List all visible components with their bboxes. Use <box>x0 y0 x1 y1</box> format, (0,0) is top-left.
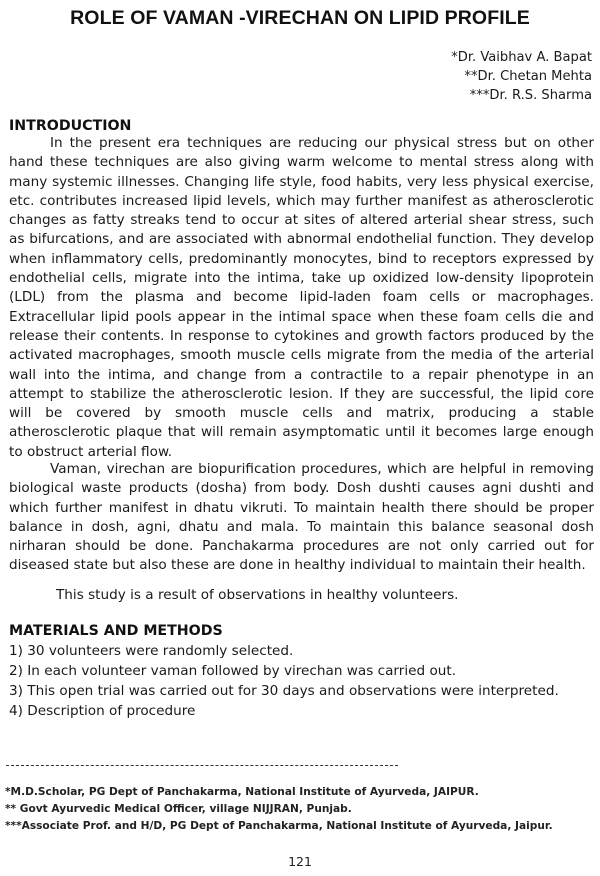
footnote-1: *M.D.Scholar, PG Dept of Panchakarma, National Institute of Ayurveda, JAIPUR. <box>5 786 479 798</box>
footnote-divider <box>6 765 398 766</box>
footnote-3: ***Associate Prof. and H/D, PG Dept of Panchakarma, National Institute of Ayurveda, Jaipur. <box>5 820 553 832</box>
introduction-paragraph-1: In the present era techniques are reducing our physical stress but on other hand these techniques are also giving warm welcome to mental stress along with many systemic illnesses. Changing life style, food habits, very less physical exercise, etc. contributes increased lipid levels, which may further manifest as atherosclerotic changes as fatty streaks tend to occur at sites of altered arterial shear stress, such as bifurcations, and are associated with abnormal endothelial function. They develop when inflammatory cells, predominantly monocytes, bind to receptors expressed by endothelial cells, migrate into the intima, take up oxidized low-density lipoprotein (LDL) from the plasma and become lipid-laden foam cells or macrophages. Extracellular lipid pools appear in the intimal space when these foam cells die and release their contents. In response to cytokines and growth factors produced by the activated macrophages, smooth muscle cells migrate from the media of the arterial wall into the intima, and change from a contractile to a repair phenotype in an attempt to stabilize the atherosclerotic lesion. If they are successful, the lipid core will be covered by smooth muscle cells and matrix, producing a stable atherosclerotic plaque that will remain asymptomatic until it becomes large enough to obstruct arterial flow. <box>9 135 594 460</box>
page-title: ROLE OF VAMAN -VIRECHAN ON LIPID PROFILE <box>70 7 530 29</box>
materials-heading: MATERIALS AND METHODS <box>9 623 223 639</box>
author-3: ***Dr. R.S. Sharma <box>469 88 592 103</box>
author-list <box>451 48 592 105</box>
author-2: **Dr. Chetan Mehta <box>464 69 592 84</box>
introduction-paragraph-2: Vaman, virechan are biopurification procedures, which are helpful in removing biological waste products (dosha) from body. Dosh dushti causes agni dushti and which further manifest in dhatu vikruti. To maintain health there should be proper balance in dosh, agni, dhatu and mala. To maintain this balance seasonal dosh nirharan should be done. Panchakarma procedures are not only carried out for diseased state but also these are done in healthy individual to maintain their health. <box>9 461 594 574</box>
methods-item-1: 1) 30 volunteers were randomly selected. <box>9 643 294 659</box>
introduction-paragraph-3: This study is a result of observations in healthy volunteers. <box>56 587 459 603</box>
author-1: *Dr. Vaibhav A. Bapat <box>451 50 592 65</box>
methods-item-3: 3) This open trial was carried out for 30 days and observations were interpreted. <box>9 683 559 699</box>
methods-item-4: 4) Description of procedure <box>9 703 196 719</box>
introduction-heading: INTRODUCTION <box>9 118 132 134</box>
methods-item-2: 2) In each volunteer vaman followed by virechan was carried out. <box>9 663 457 679</box>
page-number: 121 <box>288 854 312 869</box>
methods-list <box>9 641 559 721</box>
footnotes <box>5 784 553 835</box>
footnote-2: ** Govt Ayurvedic Medical Officer, village NIJJRAN, Punjab. <box>5 803 352 815</box>
